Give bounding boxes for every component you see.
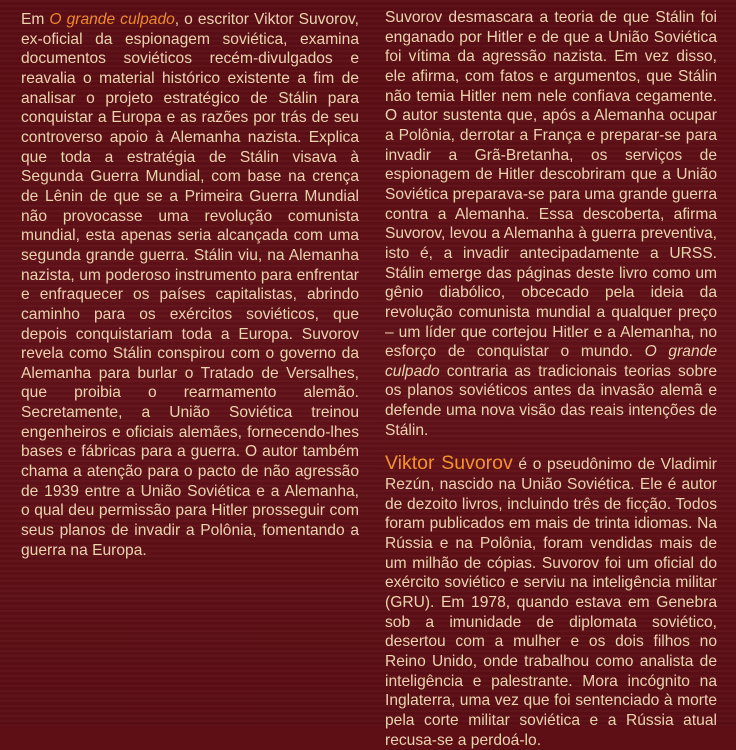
synopsis-text-right-start: Suvorov desmascara a teoria de que Stálin foi enganado por Hitler e de que a União Soviética foi vítima da agressão nazista. Em vez disso, ele afirma, com fatos e argumentos, que Stálin não temia Hitler nem nele confiava cegamente. O autor sustenta que, após a Alemanha ocupar a Polônia, derrotar a França e preparar-se para invadir a Grã-Bretanha, os serviços de espionagem de Hitler descobriram que a União Soviética preparava-se para uma grande guerra contra a Alemanha. Essa descoberta, afirma Suvorov, levou a Alemanha à guerra preventiva, isto é, a invadir antecipadamente a URSS. Stálin emerge das páginas deste livro como um gênio diabólico, obcecado pela ideia da revolução comunista mundial a qualquer preço – um líder que cortejou Hitler e a Alemanha, no esforço de conquistar o mundo. — [385, 9, 717, 361]
author-bio-text: é o pseudônimo de Vladimir Rezún, nascido na União Soviética. Ele é autor de dezoito livros, incluindo três de ficção. Todos foram publicados em mais de trinta idiomas. Na Rússia e na Polônia, foram vendidas mais de um milhão de cópias. Suvorov foi um oficial do exército soviético e serviu na inteligência militar (GRU). Em 1978, quando estava em Genebra sob a imunidade de diplomata soviético, desertou com a mulher e os dois filhos no Reino Unido, onde trabalhou como analista de inteligência e palestrante. Mora incógnito na Inglaterra, uma vez que foi sentenciado à morte pela corte militar soviética e a Rússia atual recusa-se a perdoá-lo. — [385, 456, 717, 749]
book-title-left: O grande culpado — [49, 11, 175, 28]
author-name: Viktor Suvorov — [385, 452, 513, 475]
synopsis-text-left: , o escritor Viktor Suvorov, ex-oficial da espionagem soviética, examina documentos soviéticos recém-divulgados e reavalia o material histórico existente a fim de analisar o projeto estratégico de Stálin para conquistar a Europa e as razões por trás de seu controverso apoio à Alemanha nazista. Explica que toda a estratégia de Stálin visava à Segunda Guerra Mundial, com base na crença de Lênin de que se a Primeira Guerra Mundial não provocasse uma revolução comunista mundial, esta apenas seria alcançada com uma segunda grande guerra. Stálin viu, na Alemanha nazista, um poderoso instrumento para enfrentar e enfraquecer os países capitalistas, abrindo caminho para os exércitos soviéticos, que depois conquistariam toda a Europa. Suvorov revela como Stálin conspirou com o governo da Alemanha para burlar o Tratado de Versalhes, que proibia o rearmamento alemão. Secretamente, a União Soviética treinou engenheiros e oficiais alemães, fornecendo-lhes bases e fábricas para a guerra. O autor também chama a atenção para o pacto de não agressão de 1939 entre a União Soviética e a Alemanha, o qual deu permissão para Hitler prosseguir com seus planos de invadir a Polônia, fomentando a guerra na Europa. — [21, 11, 359, 559]
book-title-right: O grande culpado — [385, 343, 717, 380]
synopsis-paragraph-2 — [385, 8, 717, 440]
left-column — [21, 10, 359, 560]
synopsis-text-right-end: contraria as tradicionais teorias sobre os planos soviéticos antes da invasão alemã e defende uma nova visão das reais intenções de Stálin. — [385, 362, 717, 439]
synopsis-paragraph-1 — [21, 10, 359, 560]
author-bio — [385, 454, 717, 750]
right-column — [385, 8, 717, 750]
synopsis-intro: Em — [21, 11, 50, 28]
